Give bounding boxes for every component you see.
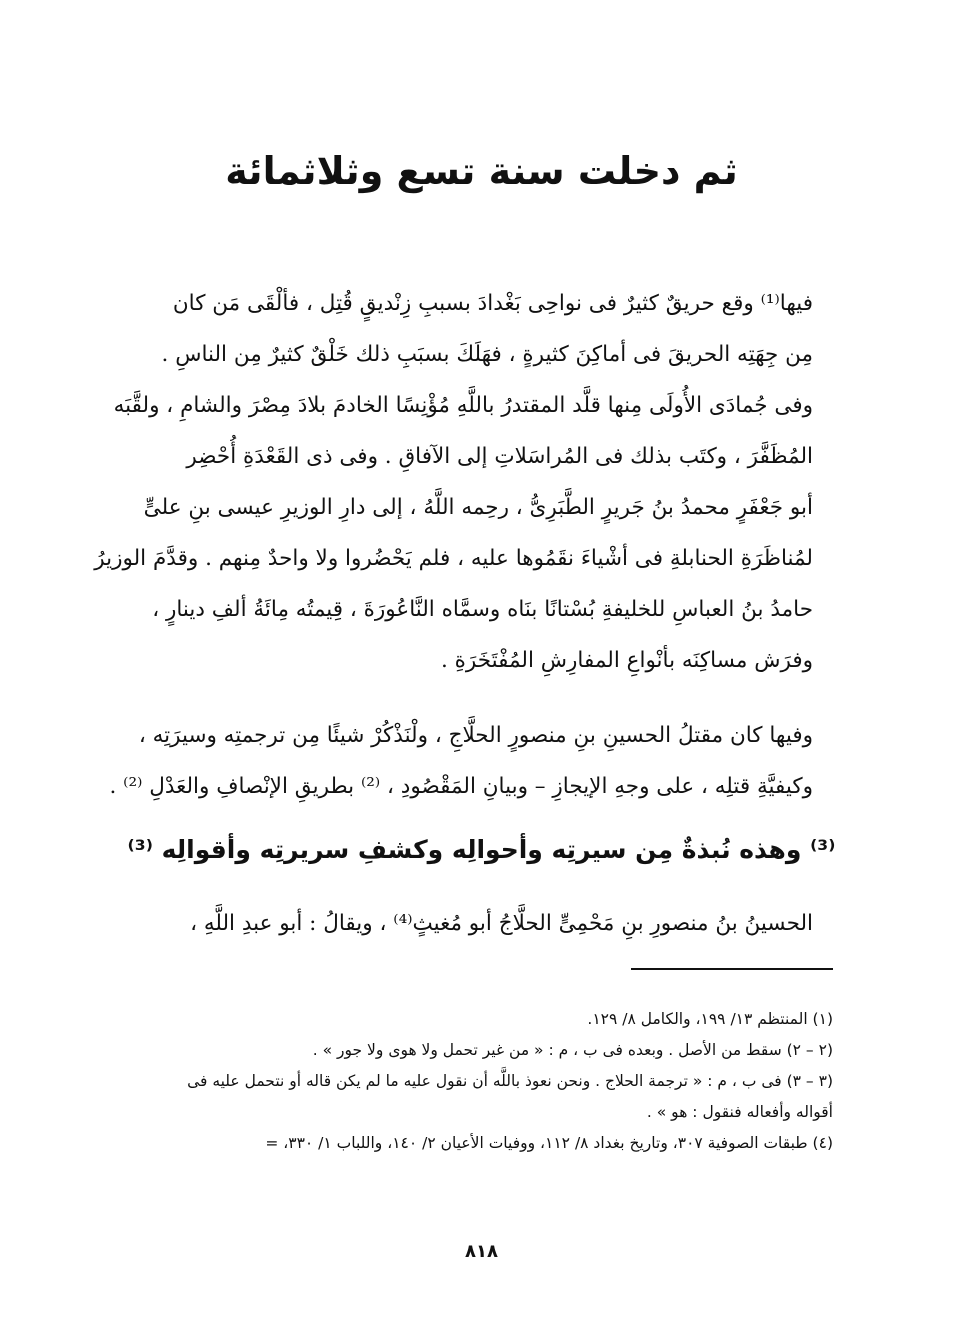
- text-line: الحسينُ بنُ منصورِ بنِ مَحْمِىٍّ الحلَّاجُ أبو مُغيثٍ⁽⁴⁾ ، ويقالُ : أبو عبدِ اللَّهِ ،: [190, 911, 813, 936]
- text-line: وفيها كان مقتلُ الحسينِ بنِ منصورٍ الحلَّاجِ ، ولْنَذْكُرْ شيئًا مِن ترجمتِه وسيرَتِه ،: [138, 723, 813, 748]
- text-line: لمُناظَرَةِ الحنابلةِ فى أشْياءَ نقَمُوها عليه ، فلم يَحْضُروا ولا واحدٌ مِنهم . وقدَّمَ الوزيرُ: [94, 546, 813, 571]
- paragraph-fire-and-events: [94, 278, 813, 686]
- text-line: مِن جِهَتِه الحريقَ فى أماكِنَ كثيرةٍ ، فهَلَكَ بسبَبِ ذلك خَلْقٌ كثيرٌ مِن الناسِ .: [161, 342, 813, 367]
- footnote-line: (٤) طبقات الصوفية ٣٠٧، وتاريخ بغداد ٨/ ١١٢، ووفيات الأعيان ٢/ ١٤٠، واللباب ١/ ٣٣٠، =: [265, 1134, 833, 1152]
- footnote-line: (١) المنتظم ١٣/ ١٩٩، والكامل ٨/ ١٢٩.: [587, 1010, 833, 1028]
- paragraph-hallaj-intro: [109, 710, 813, 812]
- page-number: ٨١٨: [465, 1241, 498, 1262]
- text-line: حامدُ بنُ العباسِ للخليفةِ بُسْتانًا بنَاه وسمَّاه النَّاعُورَةَ ، قِيمتُه مِائَةُ ألفِ دينارٍ ،: [152, 597, 813, 622]
- chapter-title: ثم دخلت سنة تسع وثلاثمائة: [225, 149, 738, 193]
- text-line: وفرَش مساكِنَه بأنْواعِ المفارِشِ المُفْتَخَرَةِ .: [440, 648, 813, 673]
- section-subheading: ⁽³⁾ وهذه نُبذةٌ مِن سيرتِه وأحوالِه وكشفِ سريرتِه وأقوالِه ⁽³⁾: [127, 835, 836, 864]
- footnote-line: (٢ – ٢) سقط من الأصل . وبعده فى ب ، م : « من غير تحمل ولا هوى ولا جور » .: [312, 1041, 833, 1059]
- text-line: أبو جَعْفَرٍ محمدُ بنُ جَريرٍ الطَّبَرِىُّ ، رحِمه اللَّهُ ، إلى دارِ الوزيرِ عيسى بنِ علىٍّ: [143, 495, 813, 520]
- footnote-line: أقواله وأفعاله فنقول : هو » .: [646, 1103, 833, 1121]
- paragraph-hallaj-name: [133, 898, 813, 949]
- footnote-separator: [631, 968, 833, 970]
- text-line: فيها⁽¹⁾ وقع حريقٌ كثيرٌ فى نواحِى بَغْدادَ بسببِ زِنْديقٍ قُتِل ، فألْقَى مَن كان: [172, 291, 813, 316]
- text-line: وكيفيَّةِ قتلِه ، على وجهِ الإيجازِ – وبيانِ المَقْصُودِ ، ⁽²⁾ بطريقِ الإنْصافِ والعَدْلِ ⁽²⁾ .: [109, 774, 813, 799]
- text-line: وفى جُمادَى الأُولَى مِنها قلَّد المقتدرُ باللَّهِ مُؤْنِسًا الخادمَ بلادَ مِصْرَ والشامِ ، ولقَّبَه: [113, 393, 813, 418]
- footnote-line: (٣ – ٣) فى ب ، م : « ترجمة الحلاج . ونحن نعوذ باللَّه أن نقول عليه ما لم يكن قاله أو نتحمل عليه فى: [187, 1072, 833, 1090]
- text-line: المُظَفَّرَ ، وكتَب بذلك فى المُراسَلاتِ إلى الآفاقِ . وفى ذى القَعْدَةِ أُحْضِر: [186, 444, 813, 469]
- footnotes: [128, 1004, 833, 1159]
